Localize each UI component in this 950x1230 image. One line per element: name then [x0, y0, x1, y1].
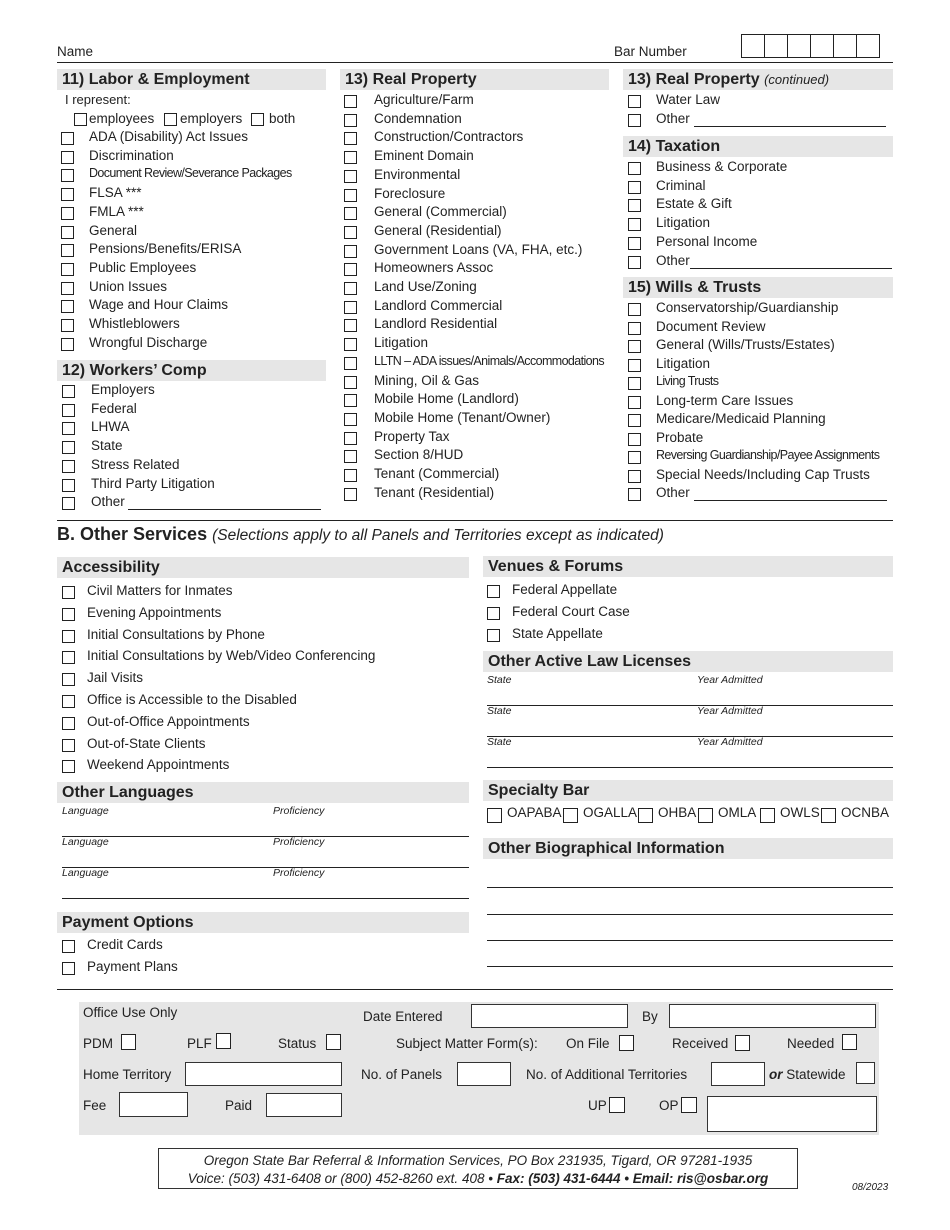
access-label: Initial Consultations by Phone — [87, 626, 265, 642]
proficiency-label: Proficiency — [273, 805, 325, 817]
venue-checkbox[interactable] — [487, 629, 500, 642]
tax-checkbox[interactable] — [628, 162, 641, 175]
labor-employment-header: 11) Labor & Employment — [57, 69, 326, 90]
real-checkbox[interactable] — [344, 376, 357, 389]
license-year-label: Year Admitted — [697, 736, 763, 748]
real-checkbox[interactable] — [344, 357, 357, 370]
labor-checkbox[interactable] — [61, 319, 74, 332]
payment-label: Payment Plans — [87, 959, 178, 974]
fee-field[interactable] — [119, 1092, 188, 1117]
access-label: Evening Appointments — [87, 604, 222, 620]
tax-checkbox[interactable] — [628, 256, 641, 269]
accessibility-header: Accessibility — [57, 557, 469, 578]
labor-checkbox[interactable] — [61, 300, 74, 313]
tax-checkbox[interactable] — [628, 181, 641, 194]
wills-checkbox[interactable] — [628, 359, 641, 372]
labor-checkbox[interactable] — [61, 169, 74, 182]
footer-address: Oregon State Bar Referral & Information Services, PO Box 231935, Tigard, OR 97281-1935 — [203, 1153, 753, 1168]
labor-label: Wrongful Discharge — [89, 334, 208, 350]
labor-checkbox[interactable] — [61, 338, 74, 351]
num-additional-field[interactable] — [711, 1062, 765, 1086]
real-label: Condemnation — [374, 110, 462, 126]
real-label: Landlord Residential — [374, 316, 498, 332]
needed-checkbox[interactable] — [842, 1034, 857, 1050]
num-panels-label: No. of Panels — [361, 1067, 443, 1082]
wills-checkbox[interactable] — [628, 396, 641, 409]
real-label: Land Use/Zoning — [374, 279, 477, 294]
real-label: Foreclosure — [374, 185, 446, 201]
specialty-omla-label: OMLA — [718, 805, 757, 820]
op-label: OP — [659, 1098, 679, 1113]
real-label: General (Residential) — [374, 222, 502, 238]
payment-checkbox[interactable] — [62, 962, 75, 975]
workers-label: Other — [91, 494, 125, 510]
real-checkbox[interactable] — [344, 450, 357, 463]
up-label: UP — [588, 1098, 607, 1113]
real-label: Agriculture/Farm — [374, 92, 474, 107]
plf-checkbox[interactable] — [216, 1033, 231, 1049]
license-line[interactable] — [487, 767, 893, 768]
wills-checkbox[interactable] — [628, 433, 641, 446]
by-label: By — [642, 1009, 658, 1024]
specialty-omla-checkbox[interactable] — [698, 808, 713, 823]
specialty-ohba-label: OHBA — [658, 805, 697, 820]
specialty-owls-checkbox[interactable] — [760, 808, 775, 823]
bio-line-4[interactable] — [487, 966, 893, 967]
real-label: Government Loans (VA, FHA, etc.) — [374, 241, 583, 257]
specialty-oapaba-checkbox[interactable] — [487, 808, 502, 823]
real-label: Landlord Commercial — [374, 297, 503, 313]
real-label: Mobile Home (Landlord) — [374, 391, 519, 407]
workers-checkbox[interactable] — [62, 441, 75, 454]
proficiency-label: Proficiency — [273, 836, 325, 848]
wills-label: Document Review — [656, 318, 766, 334]
real-label: Tenant (Commercial) — [374, 466, 500, 481]
other-languages-header: Other Languages — [57, 782, 469, 803]
specialty-owls-label: OWLS — [780, 805, 820, 820]
law-licenses-header: Other Active Law Licenses — [483, 651, 893, 672]
up-checkbox[interactable] — [609, 1097, 625, 1113]
real-checkbox[interactable] — [344, 394, 357, 407]
subject-forms-label: Subject Matter Form(s): — [396, 1036, 538, 1051]
access-checkbox[interactable] — [62, 586, 75, 599]
license-line[interactable] — [487, 705, 893, 706]
other-specify-line[interactable] — [128, 496, 321, 510]
language-label: Language — [62, 836, 109, 848]
labor-label: FLSA *** — [89, 185, 142, 201]
home-territory-label: Home Territory — [83, 1067, 172, 1082]
real-checkbox[interactable] — [344, 245, 357, 258]
by-field[interactable] — [669, 1004, 876, 1028]
received-label: Received — [672, 1036, 729, 1051]
plf-label: PLF — [187, 1036, 212, 1051]
employers-checkbox[interactable] — [164, 113, 177, 126]
access-label: Weekend Appointments — [87, 757, 230, 773]
real-checkbox[interactable] — [344, 263, 357, 276]
employees-label: employees — [89, 111, 155, 126]
workers-label: State — [91, 438, 123, 454]
real-checkbox[interactable] — [344, 170, 357, 183]
wills-label: Probate — [656, 429, 704, 445]
access-label: Out-of-State Clients — [87, 735, 206, 751]
section-b-title: B. Other Services — [57, 524, 208, 544]
real-checkbox[interactable] — [344, 95, 357, 108]
realcont-checkbox[interactable] — [628, 114, 641, 127]
real-label: General (Commercial) — [374, 204, 507, 220]
footer-voice: Voice: (503) 431-6408 or (800) 452-8260 ext. 408 • — [187, 1171, 493, 1186]
taxation-header: 14) Taxation — [623, 136, 893, 157]
access-checkbox[interactable] — [62, 760, 75, 773]
workers-checkbox[interactable] — [62, 497, 75, 510]
real-checkbox[interactable] — [344, 338, 357, 351]
workers-label: Stress Related — [91, 456, 180, 472]
language-line[interactable] — [62, 898, 469, 899]
access-checkbox[interactable] — [62, 695, 75, 708]
access-checkbox[interactable] — [62, 608, 75, 621]
tax-label: Business & Corporate — [656, 159, 788, 174]
real-checkbox[interactable] — [344, 189, 357, 202]
language-label: Language — [62, 867, 109, 879]
wills-checkbox[interactable] — [628, 451, 641, 464]
real-label: Environmental — [374, 166, 461, 182]
wills-label: Litigation — [656, 355, 711, 371]
tax-label: Personal Income — [656, 233, 758, 249]
labor-checkbox[interactable] — [61, 226, 74, 239]
real-label: Construction/Contractors — [374, 129, 524, 145]
real-checkbox[interactable] — [344, 413, 357, 426]
office-use-title: Office Use Only — [83, 1005, 178, 1020]
wills-checkbox[interactable] — [628, 340, 641, 353]
needed-label: Needed — [787, 1036, 835, 1051]
real-checkbox[interactable] — [344, 114, 357, 127]
access-label: Out-of-Office Appointments — [87, 713, 250, 729]
labor-checkbox[interactable] — [61, 151, 74, 164]
num-panels-field[interactable] — [457, 1062, 511, 1086]
real-cont-title: 13) Real Property — [628, 71, 760, 88]
venue-checkbox[interactable] — [487, 585, 500, 598]
venue-label: Federal Appellate — [512, 582, 618, 597]
tax-checkbox[interactable] — [628, 218, 641, 231]
access-checkbox[interactable] — [62, 717, 75, 730]
both-checkbox[interactable] — [251, 113, 264, 126]
home-territory-field[interactable] — [185, 1062, 342, 1086]
real-checkbox[interactable] — [344, 282, 357, 295]
real-checkbox[interactable] — [344, 226, 357, 239]
labor-label: FMLA *** — [89, 203, 144, 219]
labor-label: General — [89, 222, 138, 238]
license-state-label: State — [487, 705, 512, 717]
labor-label: Public Employees — [89, 259, 197, 275]
wills-checkbox[interactable] — [628, 377, 641, 390]
statewide-label: Statewide — [786, 1067, 846, 1082]
real-checkbox[interactable] — [344, 488, 357, 501]
fee-label: Fee — [83, 1098, 107, 1113]
wills-label: General (Wills/Trusts/Estates) — [656, 337, 835, 352]
realcont-checkbox[interactable] — [628, 95, 641, 108]
wills-label: Living Trusts — [656, 374, 719, 388]
real-property-continued-header — [623, 69, 893, 90]
labor-checkbox[interactable] — [61, 132, 74, 145]
date-entered-label: Date Entered — [363, 1009, 443, 1024]
specialty-ocnba-label: OCNBA — [841, 805, 890, 820]
footer-contact — [159, 1170, 797, 1188]
tax-label: Criminal — [656, 177, 706, 193]
op-field[interactable] — [707, 1096, 877, 1132]
real-property-header: 13) Real Property — [340, 69, 609, 90]
real-label: Homeowners Assoc — [374, 260, 494, 276]
on-file-label: On File — [566, 1036, 610, 1051]
real-label: Section 8/HUD — [374, 447, 464, 463]
workers-label: Federal — [91, 400, 137, 416]
specialty-ogalla-checkbox[interactable] — [563, 808, 578, 823]
status-checkbox[interactable] — [326, 1034, 341, 1050]
wills-checkbox[interactable] — [628, 322, 641, 335]
wills-checkbox[interactable] — [628, 414, 641, 427]
workers-checkbox[interactable] — [62, 460, 75, 473]
real-label: Property Tax — [374, 428, 450, 444]
both-label: both — [269, 111, 296, 126]
labor-label: Wage and Hour Claims — [89, 297, 229, 313]
language-line[interactable] — [62, 867, 469, 868]
labor-label: Discrimination — [89, 147, 174, 163]
payment-label: Credit Cards — [87, 937, 163, 952]
name-label: Name — [57, 44, 94, 59]
venues-forums-header: Venues & Forums — [483, 556, 893, 577]
workers-comp-header: 12) Workers’ Comp — [57, 360, 326, 381]
office-use-panel — [79, 1002, 879, 1135]
labor-checkbox[interactable] — [61, 207, 74, 220]
date-entered-field[interactable] — [471, 1004, 628, 1028]
workers-checkbox[interactable] — [62, 385, 75, 398]
other-specify-line[interactable] — [690, 255, 892, 269]
section-divider — [57, 520, 893, 521]
received-checkbox[interactable] — [735, 1035, 750, 1051]
real-label: LLTN – ADA issues/Animals/Accommodations — [374, 353, 605, 368]
tax-label: Other — [656, 252, 690, 268]
access-label: Initial Consultations by Web/Video Conferencing — [87, 648, 376, 664]
license-state-label: State — [487, 736, 512, 748]
real-checkbox[interactable] — [344, 151, 357, 164]
footer-fax-email: Fax: (503) 431-6444 • Email: ris@osbar.org — [492, 1171, 769, 1186]
workers-label: LHWA — [91, 419, 130, 435]
bar-number-boxes[interactable] — [741, 34, 880, 58]
wills-label: Long-term Care Issues — [656, 392, 794, 408]
venue-label: State Appellate — [512, 626, 603, 641]
labor-checkbox[interactable] — [61, 282, 74, 295]
specialty-bar-header: Specialty Bar — [483, 780, 893, 801]
pdm-checkbox[interactable] — [121, 1034, 136, 1050]
bio-line-1[interactable] — [487, 887, 893, 888]
continued-label: (continued) — [764, 72, 830, 87]
real-checkbox[interactable] — [344, 301, 357, 314]
access-checkbox[interactable] — [62, 673, 75, 686]
paid-label: Paid — [225, 1098, 253, 1113]
access-label: Jail Visits — [87, 670, 144, 686]
specialty-ohba-checkbox[interactable] — [638, 808, 653, 823]
pdm-label: PDM — [83, 1036, 113, 1051]
wills-checkbox[interactable] — [628, 470, 641, 483]
wills-checkbox[interactable] — [628, 303, 641, 316]
section-b-subtitle: (Selections apply to all Panels and Territories except as indicated) — [212, 527, 664, 544]
real-label: Tenant (Residential) — [374, 484, 495, 500]
wills-label: Special Needs/Including Cap Trusts — [656, 466, 870, 482]
workers-checkbox[interactable] — [62, 404, 75, 417]
labor-label: ADA (Disability) Act Issues — [89, 129, 249, 144]
payment-checkbox[interactable] — [62, 940, 75, 953]
workers-checkbox[interactable] — [62, 479, 75, 492]
language-label: Language — [62, 805, 109, 817]
tax-label: Litigation — [656, 215, 711, 231]
real-checkbox[interactable] — [344, 319, 357, 332]
venue-label: Federal Court Case — [512, 604, 630, 619]
real-label: Mining, Oil & Gas — [374, 372, 480, 388]
real-checkbox[interactable] — [344, 132, 357, 145]
bio-header: Other Biographical Information — [483, 838, 893, 859]
payment-options-header: Payment Options — [57, 912, 469, 933]
labor-checkbox[interactable] — [61, 188, 74, 201]
workers-checkbox[interactable] — [62, 422, 75, 435]
specialty-oapaba-label: OAPABA — [507, 805, 562, 820]
realcont-label: Other — [656, 111, 690, 126]
workers-label: Third Party Litigation — [91, 475, 215, 491]
access-checkbox[interactable] — [62, 630, 75, 643]
access-checkbox[interactable] — [62, 739, 75, 752]
license-state-label: State — [487, 674, 512, 686]
specialty-ogalla-label: OGALLA — [583, 805, 638, 820]
status-label: Status — [278, 1036, 317, 1051]
specialty-ocnba-checkbox[interactable] — [821, 808, 836, 823]
footer-address-box — [158, 1148, 798, 1189]
tax-checkbox[interactable] — [628, 199, 641, 212]
real-checkbox[interactable] — [344, 207, 357, 220]
venue-checkbox[interactable] — [487, 607, 500, 620]
real-checkbox[interactable] — [344, 469, 357, 482]
num-additional-label: No. of Additional Territories — [526, 1067, 688, 1082]
tax-checkbox[interactable] — [628, 237, 641, 250]
real-label: Eminent Domain — [374, 148, 474, 164]
op-checkbox[interactable] — [681, 1097, 697, 1113]
license-year-label: Year Admitted — [697, 705, 763, 717]
i-represent-label: I represent: — [65, 92, 131, 107]
employees-checkbox[interactable] — [74, 113, 87, 126]
name-line — [57, 62, 893, 63]
labor-label: Union Issues — [89, 278, 168, 294]
office-divider — [57, 989, 893, 990]
license-year-label: Year Admitted — [697, 674, 763, 686]
or-label: or — [769, 1067, 783, 1082]
labor-label: Whistleblowers — [89, 316, 180, 331]
wills-checkbox[interactable] — [628, 488, 641, 501]
wills-label: Other — [656, 485, 690, 500]
on-file-checkbox[interactable] — [619, 1035, 634, 1051]
labor-label: Document Review/Severance Packages — [89, 166, 292, 181]
proficiency-label: Proficiency — [273, 867, 325, 879]
wills-label: Medicare/Medicaid Planning — [656, 411, 826, 426]
section-b-title-row — [57, 524, 664, 545]
employers-label: employers — [180, 111, 243, 126]
bar-number-label: Bar Number — [614, 44, 687, 59]
access-checkbox[interactable] — [62, 651, 75, 664]
labor-checkbox[interactable] — [61, 244, 74, 257]
other-specify-line[interactable] — [694, 487, 887, 501]
labor-checkbox[interactable] — [61, 263, 74, 276]
real-checkbox[interactable] — [344, 432, 357, 445]
wills-trusts-header: 15) Wills & Trusts — [623, 277, 893, 298]
bio-line-3[interactable] — [487, 940, 893, 941]
wills-label: Conservatorship/Guardianship — [656, 300, 839, 315]
workers-label: Employers — [91, 382, 155, 397]
language-line[interactable] — [62, 836, 469, 837]
bio-line-2[interactable] — [487, 914, 893, 915]
real-label: Litigation — [374, 335, 429, 351]
wills-label: Reversing Guardianship/Payee Assignments — [656, 448, 880, 462]
realcont-label: Water Law — [656, 92, 721, 107]
license-line[interactable] — [487, 736, 893, 737]
paid-field[interactable] — [266, 1093, 342, 1117]
access-label: Office is Accessible to the Disabled — [87, 692, 297, 707]
tax-label: Estate & Gift — [656, 196, 732, 212]
access-label: Civil Matters for Inmates — [87, 583, 233, 598]
statewide-checkbox[interactable] — [856, 1062, 875, 1084]
form-date-code: 08/2023 — [852, 1182, 889, 1193]
other-specify-line[interactable] — [694, 113, 886, 127]
real-label: Mobile Home (Tenant/Owner) — [374, 409, 551, 425]
labor-label: Pensions/Benefits/ERISA — [89, 241, 242, 257]
